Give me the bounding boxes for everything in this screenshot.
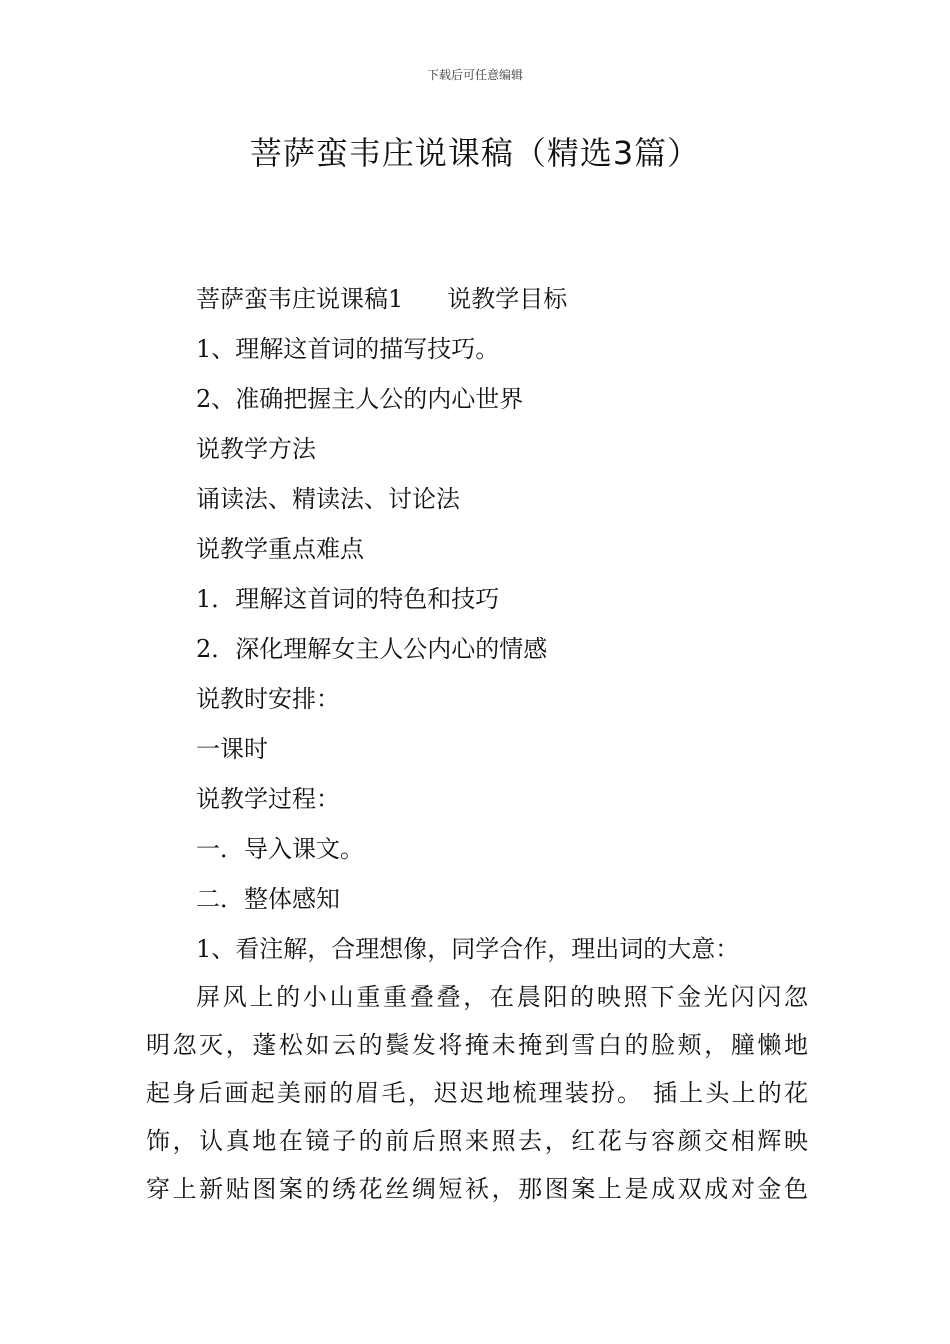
outline-section [196, 280, 816, 930]
paragraph-line: 穿上新贴图案的绣花丝绸短袄，那图案上是成双成对金色 [146, 1175, 808, 1203]
paragraph-line: 起身后画起美丽的眉毛，迟迟地梳理装扮。 插上头上的花 [146, 1079, 808, 1107]
text-line: 说教时安排： [196, 685, 340, 713]
paragraph-line: 明忽灭，蓬松如云的鬓发将掩未掩到雪白的脸颊，膧懒地 [146, 1031, 808, 1059]
text-line: 说教学重点难点 [196, 535, 364, 563]
text-line: 2．深化理解女主人公内心的情感 [196, 635, 548, 663]
paragraph-line: 饰，认真地在镜子的前后照来照去，红花与容颜交相辉映 [146, 1127, 808, 1155]
paragraph-line: 屏风上的小山重重叠叠，在晨阳的映照下金光闪闪忽 [196, 983, 808, 1011]
text-line: 1、理解这首词的描写技巧。 [196, 335, 500, 363]
text-line: 一课时 [196, 735, 268, 763]
text-line: 诵读法、精读法、讨论法 [196, 485, 460, 513]
text-line: 1．理解这首词的特色和技巧 [196, 585, 500, 613]
document-title: 菩萨蛮韦庄说课稿（精选3篇） [249, 134, 701, 172]
line-text-secondary: 说教学目标 [447, 285, 568, 313]
text-line: 一．导入课文。 [196, 835, 364, 863]
line-text: 菩萨蛮韦庄说课稿1 [196, 285, 404, 313]
text-line: 说教学方法 [196, 435, 316, 463]
body-paragraph [146, 930, 808, 1218]
text-line [196, 280, 816, 330]
text-line: 二．整体感知 [196, 885, 340, 913]
text-line: 说教学过程： [196, 785, 340, 813]
paragraph-line: 1、看注解，合理想像，同学合作，理出词的大意： [196, 935, 740, 963]
header-note: 下载后可任意编辑 [426, 68, 523, 82]
text-line: 2、准确把握主人公的内心世界 [196, 385, 524, 413]
